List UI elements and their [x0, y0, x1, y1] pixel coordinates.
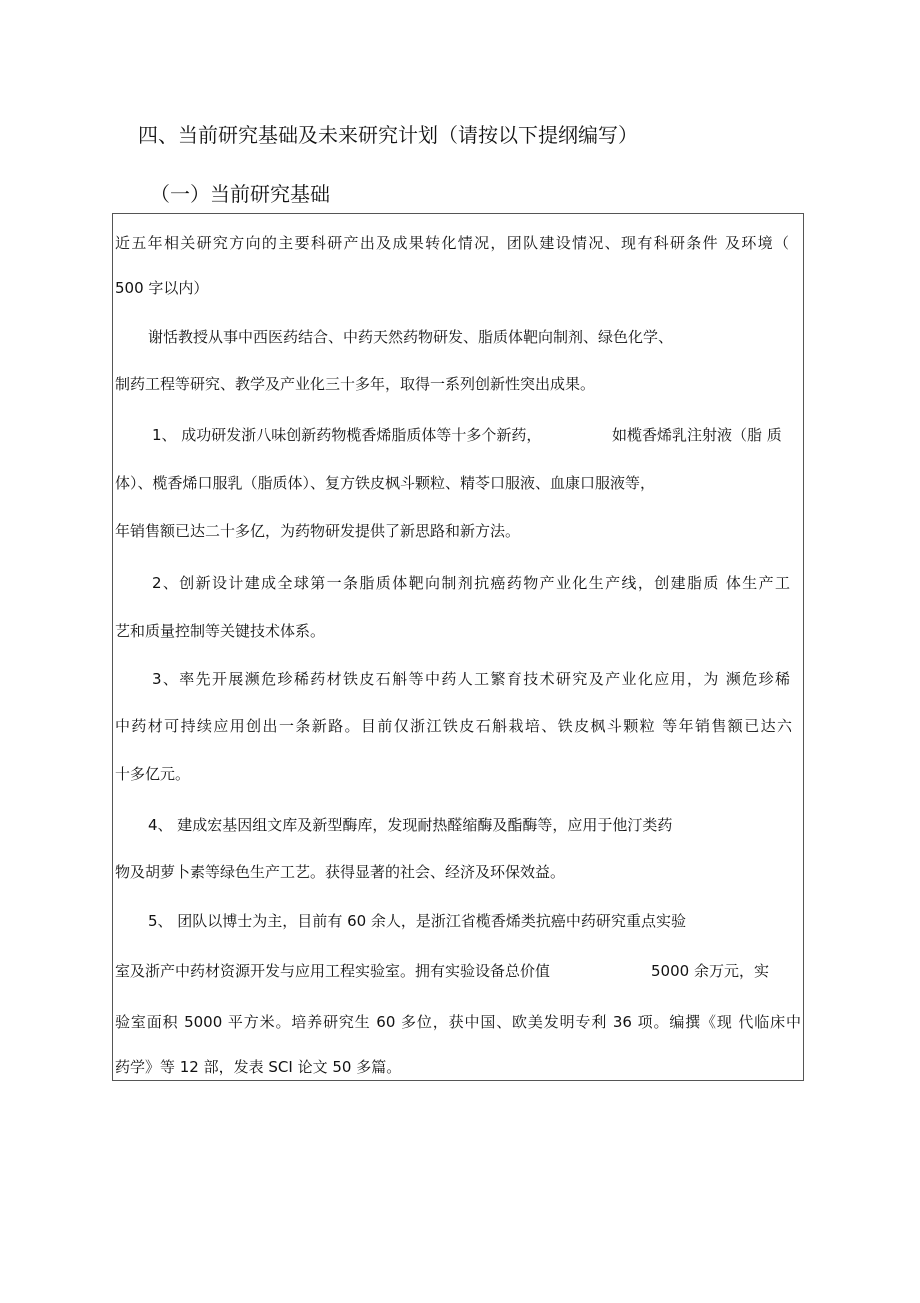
justified-text: 中药材可持续应用创出一条新路。目前仅浙江铁皮石斛栽培、铁皮枫斗颗粒 等年销售额已达六	[115, 717, 792, 735]
item5-line-2b: 5000 余万元，实	[651, 962, 769, 980]
item3-line-3: 十多亿元。	[115, 765, 191, 783]
item3-line-1	[152, 669, 790, 689]
justified-text: 近五年相关研究方向的主要科研产出及成果转化情况，团队建设情况、现有科研条件 及环境（	[115, 234, 789, 252]
justified-text: 3、率先开展濒危珍稀药材铁皮石斛等中药人工繁育技术研究及产业化应用，为 濒危珍稀	[152, 670, 790, 688]
justified-text: 2、创新设计建成全球第一条脂质体靶向制剂抗癌药物产业化生产线，创建脂质 体生产工	[152, 574, 790, 592]
section-title: 四、当前研究基础及未来研究计划（请按以下提纲编写）	[138, 123, 638, 147]
intro-line-2: 制药工程等研究、教学及产业化三十多年，取得一系列创新性突出成果。	[115, 375, 596, 393]
item2-line-1	[152, 573, 790, 593]
item1-line-1a: 1、 成功研发浙八味创新药物榄香烯脂质体等十多个新药，	[152, 426, 542, 444]
prompt-line-1	[115, 233, 789, 253]
item1-line-1b: 如榄香烯乳注射液（脂 质	[612, 426, 782, 444]
item2-line-2: 艺和质量控制等关键技术体系。	[115, 622, 326, 640]
prompt-line-2: 500 字以内）	[115, 279, 209, 297]
item3-line-2	[115, 716, 792, 736]
item1-line-2: 体）、榄香烯口服乳（脂质体）、复方铁皮枫斗颗粒、精苓口服液、血康口服液等，	[115, 474, 656, 492]
item5-line-4: 药学》等 12 部，发表 SCI 论文 50 多篇。	[115, 1058, 402, 1076]
item1-line-3: 年销售额已达二十多亿，为药物研发提供了新思路和新方法。	[115, 522, 521, 540]
item5-line-1: 5、 团队以博士为主，目前有 60 余人，是浙江省榄香烯类抗癌中药研究重点实验	[148, 912, 686, 930]
item4-line-1: 4、 建成宏基因组文库及新型酶库，发现耐热醛缩酶及酯酶等，应用于他汀类药	[148, 816, 673, 834]
intro-line-1: 谢恬教授从事中西医药结合、中药天然药物研发、脂质体靶向制剂、绿色化学、	[148, 328, 674, 346]
subsection-title: （一）当前研究基础	[150, 182, 330, 206]
item5-line-2a: 室及浙产中药材资源开发与应用工程实验室。拥有实验设备总价值	[115, 962, 551, 980]
item5-line-3	[115, 1012, 801, 1032]
justified-text: 验室面积 5000 平方米。培养研究生 60 多位，获中国、欧美发明专利 36 项。编撰《现 代临床中	[115, 1013, 801, 1031]
item4-line-2: 物及胡萝卜素等绿色生产工艺。获得显著的社会、经济及环保效益。	[115, 863, 566, 881]
